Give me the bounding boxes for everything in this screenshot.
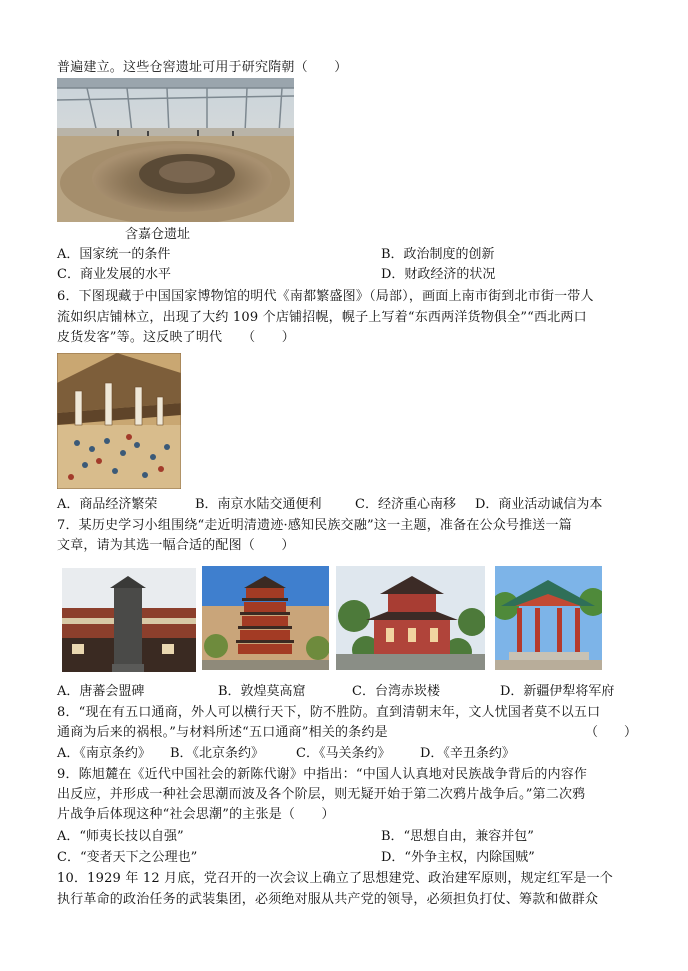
q7-option-d[interactable]: D．新疆伊犁将军府 bbox=[500, 684, 615, 699]
q10-stem-line-2: 执行革命的政治任务的武装集团，必须绝对服从共产党的领导，必须担负打仗、筹款和做群众 bbox=[57, 892, 599, 907]
q6-option-b[interactable]: B．南京水陆交通便利 bbox=[195, 497, 322, 512]
q8-option-a[interactable]: A．《南京条约》 bbox=[57, 746, 151, 761]
dunhuang-mogao-caves-photo[interactable] bbox=[202, 566, 329, 670]
q5-option-a[interactable]: A．国家统一的条件 bbox=[57, 247, 171, 262]
q7-option-a[interactable]: A．唐蕃会盟碑 bbox=[57, 684, 145, 699]
q5-stem: 普遍建立。这些仓窖遗址可用于研究隋朝（ ） bbox=[57, 60, 348, 75]
q9-stem-line-2: 出反应，并形成一种社会思潮而波及各个阶层，则无疑开始于第二次鸦片战争后。”第二次鸦 bbox=[57, 787, 586, 802]
q6-stem-line-1: 6．下图现藏于中国国家博物馆的明代《南都繁盛图》（局部），画面上南市街到北市街一带人 bbox=[57, 289, 594, 304]
q6-option-c[interactable]: C．经济重心南移 bbox=[355, 497, 456, 512]
q9-option-a[interactable]: A．“师夷长技以自强” bbox=[57, 829, 184, 844]
q9-option-c[interactable]: C．“变者天下之公理也” bbox=[57, 850, 198, 865]
q5-option-c[interactable]: C．商业发展的水平 bbox=[57, 267, 171, 282]
q5-option-d[interactable]: D．财政经济的状况 bbox=[381, 267, 496, 282]
q8-answer-bracket: （ ） bbox=[585, 725, 638, 740]
q10-stem-line-1: 10．1929 年 12 月底，党召开的一次会议上确立了思想建党、政治建军原则，规定红军是一个 bbox=[57, 871, 613, 886]
q8-stem-line-1: 8．“现在有五口通商，外人可以横行天下，防不胜防。直到清朝末年，文人忧国者莫不以五口 bbox=[57, 705, 601, 720]
tangbo-alliance-stele-photo[interactable] bbox=[62, 568, 196, 672]
q8-option-c[interactable]: C．《马关条约》 bbox=[296, 746, 391, 761]
q6-option-a[interactable]: A．商品经济繁荣 bbox=[57, 497, 158, 512]
q8-stem-line-2: 通商为后来的祸根。”与材料所述“五口通商”相关的条约是 bbox=[57, 725, 388, 740]
q7-stem-line-1: 7．某历史学习小组围绕“走近明清遗迹·感知民族交融”这一主题，准备在公众号推送一篇 bbox=[57, 518, 572, 533]
q6-stem-line-2: 流如织店铺林立，出现了大约 109 个店铺招幌，幌子上写着“东西两洋货物俱全”“西北两口 bbox=[57, 310, 587, 325]
q7-option-b[interactable]: B．敦煌莫高窟 bbox=[218, 684, 306, 699]
hanjia-granary-photo bbox=[57, 78, 294, 222]
nandu-fansheng-painting bbox=[57, 353, 181, 489]
q9-option-d[interactable]: D．“外争主权，内除国贼” bbox=[381, 850, 535, 865]
q7-stem-line-2: 文章，请为其选一幅合适的配图（ ） bbox=[57, 538, 295, 553]
xinjiang-ili-general-mansion-photo[interactable] bbox=[495, 566, 602, 670]
taiwan-chikan-tower-photo[interactable] bbox=[336, 566, 485, 670]
q9-stem-line-1: 9．陈旭麓在《近代中国社会的新陈代谢》中指出：“中国人认真地对民族战争背后的内容作 bbox=[57, 767, 588, 782]
q8-option-d[interactable]: D．《辛丑条约》 bbox=[420, 746, 515, 761]
q6-option-d[interactable]: D．商业活动诚信为本 bbox=[475, 497, 603, 512]
q7-option-c[interactable]: C．台湾赤崁楼 bbox=[352, 684, 440, 699]
q9-stem-line-3: 片战争后体现这种“社会思潮”的主张是（ ） bbox=[57, 807, 335, 822]
q8-option-b[interactable]: B．《北京条约》 bbox=[170, 746, 265, 761]
q5-option-b[interactable]: B．政治制度的创新 bbox=[381, 247, 495, 262]
granary-image-caption: 含嘉仓遗址 bbox=[125, 227, 191, 242]
q9-option-b[interactable]: B．“思想自由，兼容并包” bbox=[381, 829, 534, 844]
q6-stem-line-3: 皮货发客”等。这反映了明代 （ ） bbox=[57, 330, 295, 345]
